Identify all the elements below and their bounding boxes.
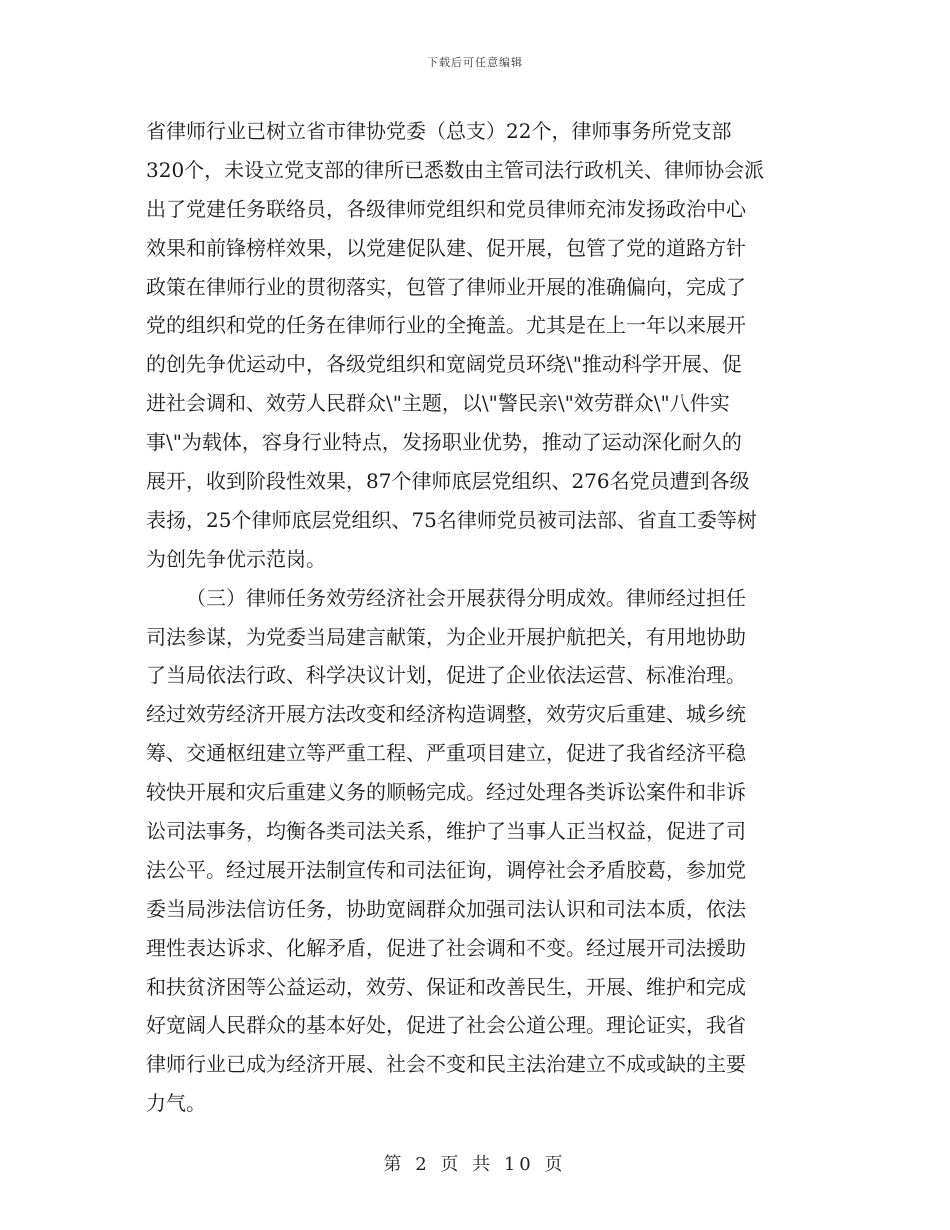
text-line: 为创先争优示范岗。: [146, 546, 326, 571]
text-line: 了当局依法行政、科学决议计划，促进了企业依法运营、标准治理。: [146, 663, 746, 688]
text-line: 法公平。经过展开法制宣传和司法征询，调停社会矛盾胶葛，参加党: [146, 857, 746, 882]
document-body: [146, 112, 810, 1123]
text-line: 筹、交通枢纽建立等严重工程、严重项目建立，促进了我省经济平稳: [146, 741, 746, 766]
text-line: 的创先争优运动中，各级党组织和宽阔党员环绕\"推动科学开展、促: [146, 352, 742, 377]
text-line: 出了党建任务联络员，各级律师党组织和党员律师充沛发扬政治中心: [146, 196, 746, 221]
text-line: 讼司法事务，均衡各类司法关系，维护了当事人正当权益，促进了司: [146, 819, 746, 844]
text-line: 律师行业已成为经济开展、社会不变和民主法治建立不成或缺的主要: [146, 1052, 746, 1077]
page-header: 下载后可任意编辑: [427, 56, 523, 69]
text-line: 效果和前锋榜样效果，以党建促队建、促开展，包管了党的道路方针: [146, 235, 746, 260]
text-line: 展开，收到阶段性效果，87个律师底层党组织、276名党员遭到各级: [146, 469, 750, 494]
text-line: 理性表达诉求、化解矛盾，促进了社会调和不变。经过展开司法援助: [146, 935, 746, 960]
text-line: 320个，未设立党支部的律所已悉数由主管司法行政机关、律师协会派: [146, 157, 765, 182]
page-number: 第 2 页 共 10 页: [383, 1154, 567, 1175]
text-line: 较快开展和灾后重建义务的顺畅完成。经过处理各类诉讼案件和非诉: [146, 780, 746, 805]
text-line: 政策在律师行业的贯彻落实，包管了律师业开展的准确偏向，完成了: [146, 274, 746, 299]
text-line: 司法参谋，为党委当局建言献策，为企业开展护航把关，有用地协助: [146, 624, 746, 649]
text-line: 经过效劳经济开展方法改变和经济构造调整，效劳灾后重建、城乡统: [146, 702, 746, 727]
text-line: 事\"为载体，容身行业特点，发扬职业优势，推动了运动深化耐久的: [146, 430, 742, 455]
text-line: 好宽阔人民群众的基本好处，促进了社会公道公理。理论证实，我省: [146, 1013, 746, 1038]
text-line: 委当局涉法信访任务，协助宽阔群众加强司法认识和司法本质，依法: [146, 896, 746, 921]
text-line: 力气。: [146, 1091, 206, 1116]
text-line: 表扬，25个律师底层党组织、75名律师党员被司法部、省直工委等树: [146, 507, 757, 532]
section-heading-line: （三）律师任务效劳经济社会开展获得分明成效。律师经过担任: [186, 585, 746, 610]
text-line: 和扶贫济困等公益运动，效劳、保证和改善民生，开展、维护和完成: [146, 974, 746, 999]
text-line: 进社会调和、效劳人民群众\"主题，以\"警民亲\"效劳群众\"八件实: [146, 391, 730, 416]
text-line: 党的组织和党的任务在律师行业的全掩盖。尤其是在上一年以来展开: [146, 313, 746, 338]
text-line: 省律师行业已树立省市律协党委（总支）22个，律师事务所党支部: [146, 119, 732, 143]
